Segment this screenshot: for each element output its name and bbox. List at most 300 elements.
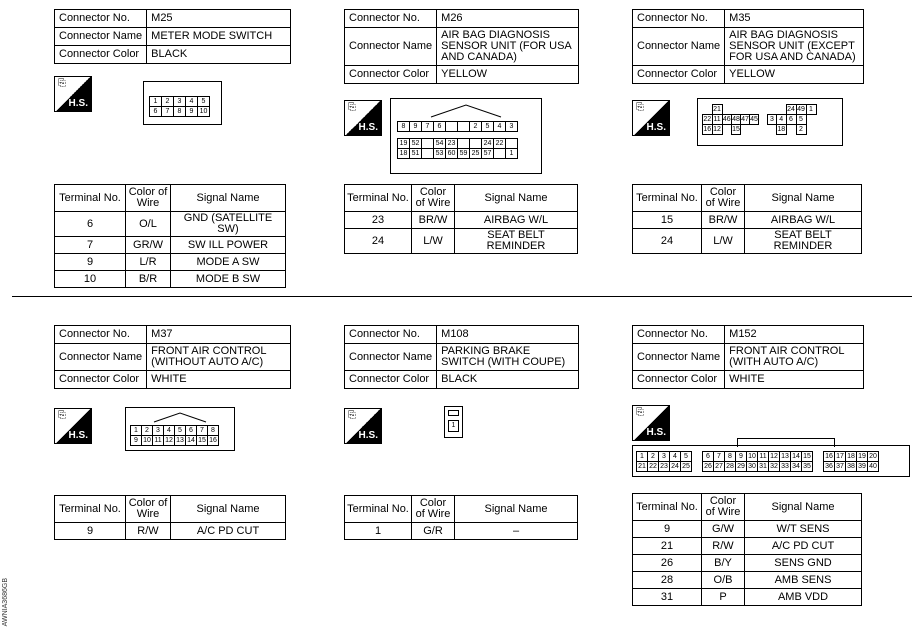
table-row [345,229,578,254]
plug-icon: ⎘ [636,407,644,418]
connector-face-m26 [390,98,542,174]
hs-label: H.S. [358,430,378,441]
connector-color-label: Connector Color [55,46,147,64]
pin [458,122,470,132]
wire-color: L/W [412,229,455,254]
pin [722,105,732,115]
wire-color: B/R [126,271,171,288]
pin [732,105,741,115]
connector-no-value: M25 [147,10,291,28]
pin: 18 [398,149,410,159]
terminal-table-m25 [54,184,286,288]
connector-m108 [344,325,579,389]
table-row [633,521,862,538]
pin: 11 [759,453,767,460]
pin: 13 [176,437,184,444]
pin: 30 [748,463,756,470]
signal-name: MODE B SW [171,271,286,288]
connector-info-table [632,325,864,389]
pin [813,452,824,462]
pin [768,105,777,115]
pin [494,149,506,159]
connector-m26 [344,9,579,84]
connector-info-table [632,9,864,84]
pin: 28 [726,463,734,470]
pin: 32 [770,463,778,470]
pin: 5 [175,426,186,436]
connector-no-label: Connector No. [633,10,725,28]
pin: 26 [704,463,712,470]
table-row [633,555,862,572]
pin: 12 [165,437,173,444]
pin [759,105,768,115]
signal-name-header: Signal Name [171,185,286,212]
pin: 12 [770,453,778,460]
connector-no-label: Connector No. [633,326,725,344]
terminal-no: 26 [633,555,702,572]
pin: 25 [682,463,690,470]
terminal-no-header: Terminal No. [633,494,702,521]
connector-m25 [54,9,291,64]
pin: 18 [777,126,786,133]
pin: 7 [714,452,725,462]
connector-info-table [344,9,579,84]
pin [722,125,732,135]
connector-color-label: Connector Color [345,66,437,84]
pin [422,149,434,159]
pin: 27 [715,463,723,470]
wire-color: G/W [702,521,745,538]
pin: 10 [198,107,210,117]
pin: 4 [670,452,681,462]
pin: 7 [162,107,174,117]
connector-color-value: YELLOW [437,66,579,84]
pin: 37 [836,463,844,470]
pin: 20 [869,453,877,460]
wire-color-header: Color of Wire [126,496,171,523]
pin: 3 [659,452,670,462]
pin: 45 [750,116,758,123]
wire-color-header: Color of Wire [412,185,455,212]
connector-color-value: YELLOW [725,66,864,84]
connector-name-value: AIR BAG DIAGNOSIS SENSOR UNIT (EXCEPT FOR USA AND CANADA) [725,28,864,66]
connector-name-label: Connector Name [633,28,725,66]
table-row [633,572,862,589]
pin: 10 [748,453,756,460]
pin: 16 [825,453,833,460]
hs-label: H.S. [68,430,88,441]
terminal-table-m26 [344,184,578,254]
pin: 15 [198,437,206,444]
signal-name-header: Signal Name [455,496,578,523]
pin: 9 [736,452,747,462]
pin: 1 [806,105,816,115]
pin [750,105,759,115]
pin: 51 [410,149,422,159]
terminal-no: 21 [633,538,702,555]
pin [458,139,470,149]
connector-name-label: Connector Name [633,344,725,371]
pin: 2 [648,452,659,462]
connector-no-label: Connector No. [345,326,437,344]
connector-color-label: Connector Color [633,66,725,84]
pin [786,125,796,135]
pin: 21 [713,106,721,113]
table-row [633,538,862,555]
pin: 4 [494,122,506,132]
pin-grid [397,121,518,159]
pin: 53 [434,149,446,159]
pin: 6 [150,107,162,117]
wire-color: R/W [126,523,171,540]
terminal-no-header: Terminal No. [633,185,702,212]
pin: 39 [858,463,866,470]
pin: 52 [410,139,422,149]
connector-color-value: BLACK [437,371,579,389]
pin-grid [130,425,219,446]
pin: 12 [713,126,721,133]
pin: 29 [737,463,745,470]
pin [759,115,768,125]
hs-label: H.S. [646,122,666,133]
pin: 8 [174,107,186,117]
connector-face-m37 [125,407,235,451]
pin [741,125,750,135]
pin: 10 [143,437,151,444]
connector-face-m152 [632,445,910,477]
terminal-no: 24 [633,229,702,254]
pin: 54 [434,139,446,149]
connector-color-label: Connector Color [55,371,147,389]
signal-name: AIRBAG W/L [745,212,862,229]
pin: 5 [681,452,692,462]
connector-color-value: WHITE [147,371,291,389]
table-row [55,237,286,254]
wire-color-header: Color of Wire [702,185,745,212]
pin: 36 [825,463,833,470]
pin: 7 [422,122,434,132]
latch-mark [391,99,541,119]
pin [777,105,787,115]
pin: 35 [803,463,811,470]
pin: 1 [150,97,162,107]
connector-name-value: FRONT AIR CONTROL (WITHOUT AUTO A/C) [147,344,291,371]
wire-color-header: Color of Wire [702,494,745,521]
reference-code: AWNIA3686GB [2,578,9,627]
pin: 4 [777,115,787,125]
table-row [55,271,286,288]
connector-info-table [54,325,291,389]
pin: 49 [797,106,805,113]
table-row [55,254,286,271]
signal-name: GND (SATELLITE SW) [171,212,286,237]
signal-name-header: Signal Name [745,185,862,212]
plug-icon: ⎘ [348,102,356,113]
pin: 22 [494,139,506,149]
wire-color: L/W [702,229,745,254]
pin: 59 [458,149,470,159]
connector-info-table [54,9,291,64]
signal-name-header: Signal Name [455,185,578,212]
pin: 14 [792,453,800,460]
pin: 19 [858,453,866,460]
latch-mark [126,408,234,424]
pin [741,105,750,115]
connector-face-m25 [143,81,222,125]
latch-mark [737,438,835,447]
pin: 6 [703,452,714,462]
connector-color-label: Connector Color [345,371,437,389]
signal-name: SEAT BELT REMINDER [745,229,862,254]
terminal-no: 6 [55,212,126,237]
pin: 5 [796,115,806,125]
table-row [55,523,286,540]
pin: 2 [162,97,174,107]
connector-m35 [632,9,864,84]
pin [506,139,518,149]
pin-grid [636,451,879,472]
connector-m152 [632,325,864,389]
table-row [633,589,862,606]
connector-no-label: Connector No. [55,326,147,344]
pin: 23 [660,463,668,470]
pin-grid [149,96,210,117]
pin: 15 [732,126,740,133]
pin: 14 [187,437,195,444]
pin: 3 [174,97,186,107]
pin: 24 [482,139,494,149]
terminal-table-m37 [54,495,286,540]
pin: 16 [209,437,217,444]
signal-name: AMB VDD [745,589,862,606]
connector-name-label: Connector Name [345,28,437,66]
harness-side-icon [54,408,92,444]
pin [703,105,713,115]
pin: 3 [506,122,518,132]
pin [759,125,768,135]
pin: 33 [781,463,789,470]
pin: 46 [722,116,731,123]
terminal-no: 10 [55,271,126,288]
pin: 18 [847,453,855,460]
pin [750,125,759,135]
pin: 6 [186,426,197,436]
pin: 8 [208,426,219,436]
connector-name-value: METER MODE SWITCH [147,28,291,46]
pin: 22 [649,463,657,470]
connector-name-value: FRONT AIR CONTROL (WITH AUTO A/C) [725,344,864,371]
pin: 1 [448,420,459,432]
hs-label: H.S. [68,98,88,109]
connector-color-value: BLACK [147,46,291,64]
pin [446,122,458,132]
wire-color: P [702,589,745,606]
terminal-table-m108 [344,495,578,540]
hs-label: H.S. [358,122,378,133]
wire-color: GR/W [126,237,171,254]
pin [422,139,434,149]
pin: 24 [787,106,795,113]
pin: 40 [869,463,877,470]
signal-name: SENS GND [745,555,862,572]
pin: 2 [142,426,153,436]
pin: 1 [131,426,142,436]
plug-icon: ⎘ [636,102,644,113]
table-row [633,212,862,229]
pin: 11 [713,116,721,123]
pin: 15 [803,453,811,460]
pin: 16 [703,126,712,133]
pin [692,452,703,462]
section-divider [12,296,912,297]
harness-side-icon [632,405,670,441]
connector-no-label: Connector No. [55,10,147,28]
wire-color: O/L [126,212,171,237]
pin: 38 [847,463,855,470]
pin-tab [448,410,459,416]
hs-label: H.S. [646,427,666,438]
harness-side-icon [632,100,670,136]
pin: 2 [470,122,482,132]
terminal-no-header: Terminal No. [345,185,412,212]
pin-grid [702,104,817,135]
terminal-table-m35 [632,184,862,254]
terminal-no-header: Terminal No. [55,496,126,523]
pin: 48 [732,116,740,123]
connector-face-m35 [697,98,843,146]
wire-color: R/W [702,538,745,555]
pin: 1 [637,452,648,462]
terminal-no-header: Terminal No. [345,496,412,523]
plug-icon: ⎘ [58,78,66,89]
wire-color: BR/W [702,212,745,229]
pin [692,462,703,472]
connector-no-value: M35 [725,10,864,28]
terminal-no: 9 [55,523,126,540]
pin [768,125,777,135]
connector-no-value: M37 [147,326,291,344]
connector-no-label: Connector No. [345,10,437,28]
pin: 31 [759,463,767,470]
pin: 25 [470,149,482,159]
terminal-no: 23 [345,212,412,229]
signal-name: A/C PD CUT [745,538,862,555]
terminal-no: 31 [633,589,702,606]
wire-color: O/B [702,572,745,589]
wire-color: L/R [126,254,171,271]
pin: 8 [725,452,736,462]
pin [470,139,482,149]
connector-no-value: M152 [725,326,864,344]
terminal-no: 24 [345,229,412,254]
signal-name: AIRBAG W/L [455,212,578,229]
connector-color-value: WHITE [725,371,864,389]
table-row [345,212,578,229]
pin: 34 [792,463,800,470]
terminal-table-m152 [632,493,862,606]
pin: 22 [703,116,712,123]
pin: 9 [186,107,198,117]
terminal-no: 9 [633,521,702,538]
pin: 4 [164,426,175,436]
connector-name-label: Connector Name [345,344,437,371]
terminal-no: 28 [633,572,702,589]
pin: 7 [197,426,208,436]
connector-name-value: PARKING BRAKE SWITCH (WITH COUPE) [437,344,579,371]
pin: 4 [186,97,198,107]
pin: 19 [398,139,410,149]
signal-name: SW ILL POWER [171,237,286,254]
plug-icon: ⎘ [348,410,356,421]
connector-name-label: Connector Name [55,344,147,371]
pin: 23 [446,139,458,149]
harness-side-icon [344,100,382,136]
pin: 3 [768,115,777,125]
pin: 8 [398,122,410,132]
signal-name: W/T SENS [745,521,862,538]
pin: 3 [153,426,164,436]
terminal-no-header: Terminal No. [55,185,126,212]
terminal-no: 7 [55,237,126,254]
signal-name: SEAT BELT REMINDER [455,229,578,254]
pin: 5 [198,97,210,107]
signal-name: A/C PD CUT [171,523,286,540]
connector-no-value: M26 [437,10,579,28]
connector-face-m108 [444,406,463,438]
table-row [345,523,578,540]
terminal-no: 9 [55,254,126,271]
signal-name: AMB SENS [745,572,862,589]
pin: 13 [781,453,789,460]
signal-name: – [455,523,578,540]
harness-side-icon [54,76,92,112]
wire-color-header: Color of Wire [412,496,455,523]
pin: 47 [741,116,749,123]
wire-color-header: Color of Wire [126,185,171,212]
signal-name-header: Signal Name [745,494,862,521]
pin: 5 [482,122,494,132]
table-row [55,212,286,237]
pin: 24 [671,463,679,470]
pin: 6 [786,115,796,125]
connector-color-label: Connector Color [633,371,725,389]
pin [813,462,824,472]
wire-color: G/R [412,523,455,540]
pin: 21 [638,463,646,470]
signal-name: MODE A SW [171,254,286,271]
pin: 2 [796,125,806,135]
pin: 11 [154,437,162,444]
terminal-no: 1 [345,523,412,540]
plug-icon: ⎘ [58,410,66,421]
signal-name-header: Signal Name [171,496,286,523]
wire-color: BR/W [412,212,455,229]
harness-side-icon [344,408,382,444]
connector-m37 [54,325,291,389]
pin: 9 [131,436,142,446]
pin: 57 [482,149,494,159]
pin: 17 [836,453,844,460]
connector-no-value: M108 [437,326,579,344]
pin: 1 [506,149,518,159]
wire-color: B/Y [702,555,745,572]
connector-name-value: AIR BAG DIAGNOSIS SENSOR UNIT (FOR USA AND CANADA) [437,28,579,66]
connector-name-label: Connector Name [55,28,147,46]
pin: 60 [446,149,458,159]
pin: 9 [410,122,422,132]
table-row [633,229,862,254]
connector-info-table [344,325,579,389]
